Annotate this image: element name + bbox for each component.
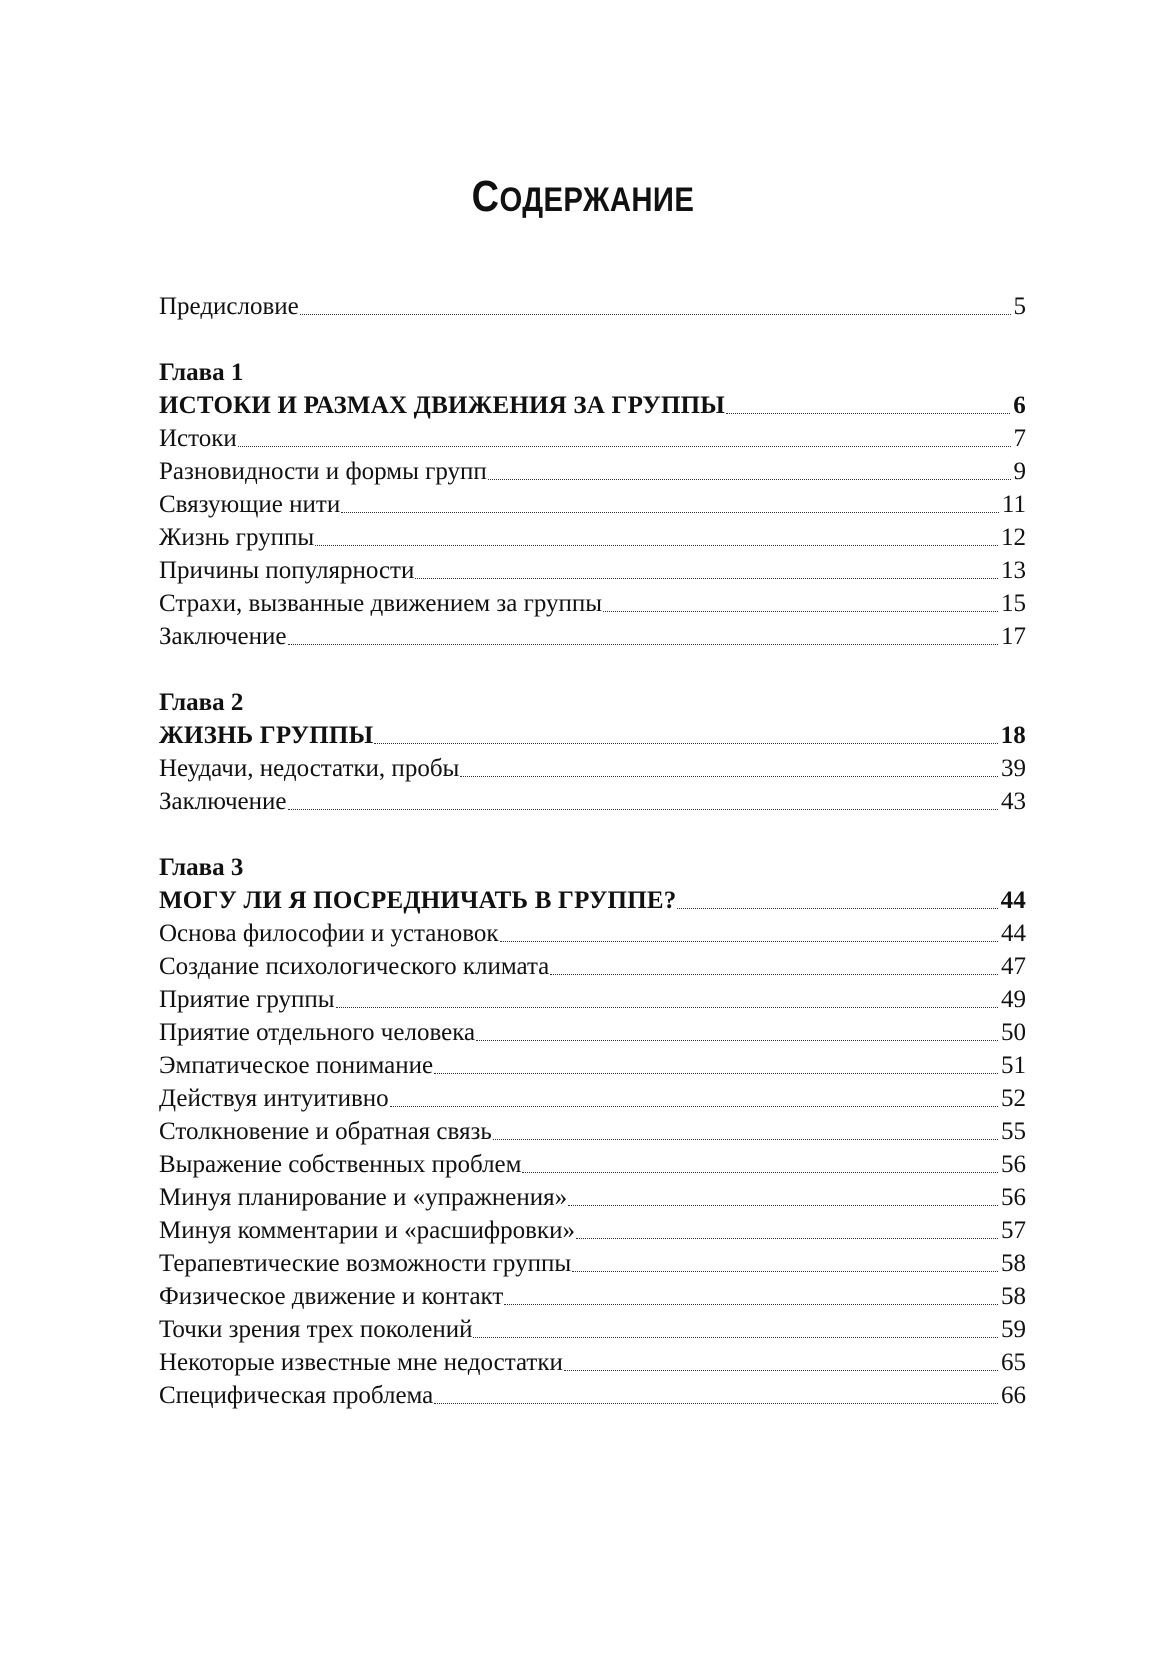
entry-label: ИСТОКИ И РАЗМАХ ДВИЖЕНИЯ ЗА ГРУППЫ [159, 392, 726, 419]
entry-label: Некоторые известные мне недостатки [159, 1349, 563, 1376]
dot-leader [504, 1303, 998, 1305]
page-number: 58 [1001, 1283, 1026, 1310]
entry-label: Заключение [159, 788, 287, 815]
dot-leader [488, 478, 1011, 480]
entry-label: Терапевтические возможности группы [159, 1250, 572, 1277]
page-number: 51 [1001, 1052, 1026, 1079]
toc-entry-section[interactable] [159, 1147, 1026, 1182]
toc-entry-chapter-title[interactable] [159, 883, 1026, 918]
page-number: 57 [1001, 1217, 1026, 1244]
dot-leader [500, 940, 998, 942]
entry-label: Физическое движение и контакт [159, 1283, 504, 1310]
page-number: 18 [1000, 722, 1026, 749]
chapter-label: Глава 1 [159, 359, 244, 386]
page-number: 56 [1001, 1151, 1026, 1178]
page-number: 12 [1001, 524, 1026, 551]
entry-label: Разновидности и формы групп [159, 458, 487, 485]
page-number: 13 [1001, 557, 1026, 584]
entry-label: Основа философии и установок [159, 920, 499, 947]
page-number: 5 [1013, 293, 1026, 320]
toc-entry-section[interactable] [159, 1246, 1026, 1281]
page-number: 44 [1000, 887, 1026, 914]
dot-leader [341, 511, 999, 513]
dot-leader [434, 1072, 998, 1074]
entry-label: Причины популярности [159, 557, 415, 584]
toc-entry-section[interactable] [159, 784, 1026, 819]
dot-leader [238, 445, 1011, 447]
dot-leader [476, 1039, 998, 1041]
toc-entry-preface[interactable] [159, 289, 1026, 324]
page-number: 59 [1001, 1316, 1026, 1343]
toc-entry-section[interactable] [159, 1345, 1026, 1380]
toc-entry-section[interactable] [159, 1081, 1026, 1116]
toc-entry-section[interactable] [159, 586, 1026, 621]
chapter-label: Глава 3 [159, 854, 244, 881]
page-number: 47 [1001, 953, 1026, 980]
page-number: 66 [1001, 1382, 1026, 1409]
toc-entry-section[interactable] [159, 487, 1026, 522]
entry-label: Приятие группы [159, 986, 335, 1013]
page-number: 50 [1001, 1019, 1026, 1046]
chapter-label: Глава 2 [159, 689, 244, 716]
dot-leader [603, 610, 998, 612]
dot-leader [434, 1402, 998, 1404]
dot-leader [564, 1369, 998, 1371]
page-number: 44 [1001, 920, 1026, 947]
dot-leader [493, 1138, 998, 1140]
toc-entry-section[interactable] [159, 421, 1026, 456]
page-number: 43 [1001, 788, 1026, 815]
dot-leader [726, 412, 1010, 414]
dot-leader [576, 1237, 998, 1239]
toc-entry-section[interactable] [159, 553, 1026, 588]
dot-leader [522, 1171, 998, 1173]
page-number: 56 [1001, 1184, 1026, 1211]
page-number: 52 [1001, 1085, 1026, 1112]
entry-label: Приятие отдельного человека [159, 1019, 476, 1046]
page-number: 17 [1001, 623, 1026, 650]
toc-entry-section[interactable] [159, 949, 1026, 984]
toc-entry-section[interactable] [159, 1114, 1026, 1149]
entry-label: Минуя планирование и «упражнения» [159, 1184, 568, 1211]
entry-label: МОГУ ЛИ Я ПОСРЕДНИЧАТЬ В ГРУППЕ? [159, 887, 677, 914]
page-number: 55 [1001, 1118, 1026, 1145]
page-number: 15 [1001, 590, 1026, 617]
entry-label: Заключение [159, 623, 287, 650]
page-number: 58 [1001, 1250, 1026, 1277]
toc-entry-section[interactable] [159, 751, 1026, 786]
entry-label: Истоки [159, 425, 237, 452]
toc-entry-section[interactable] [159, 454, 1026, 489]
entry-label: Эмпатическое понимание [159, 1052, 434, 1079]
toc-entry-section[interactable] [159, 619, 1026, 654]
entry-label: Точки зрения трех поколений [159, 1316, 473, 1343]
entry-label: Жизнь группы [159, 524, 315, 551]
dot-leader [568, 1204, 998, 1206]
page-number: 6 [1013, 392, 1026, 419]
entry-label: Выражение собственных проблем [159, 1151, 522, 1178]
entry-label: Страхи, вызванные движением за группы [159, 590, 603, 617]
dot-leader [374, 742, 997, 744]
toc-entry-section[interactable] [159, 1312, 1026, 1347]
dot-leader [677, 907, 997, 909]
dot-leader [460, 775, 998, 777]
entry-label: Связующие нити [159, 491, 341, 518]
toc-entry-section[interactable] [159, 520, 1026, 555]
dot-leader [336, 1006, 998, 1008]
toc-entry-section[interactable] [159, 1180, 1026, 1215]
page-number: 9 [1013, 458, 1026, 485]
page-number: 49 [1001, 986, 1026, 1013]
toc-entry-section[interactable] [159, 1015, 1026, 1050]
page-number: 65 [1001, 1349, 1026, 1376]
toc-entry-section[interactable] [159, 916, 1026, 951]
page-number: 11 [1001, 491, 1026, 518]
toc-entry-section[interactable] [159, 1213, 1026, 1248]
entry-label: Минуя комментарии и «расшифровки» [159, 1217, 575, 1244]
dot-leader [390, 1105, 998, 1107]
dot-leader [300, 313, 1011, 315]
entry-label: ЖИЗНЬ ГРУППЫ [159, 722, 374, 749]
dot-leader [415, 577, 998, 579]
page-number: 7 [1013, 425, 1026, 452]
toc-entry-section[interactable] [159, 1279, 1026, 1314]
entry-label: Неудачи, недостатки, пробы [159, 755, 460, 782]
toc-entry-section[interactable] [159, 1048, 1026, 1083]
page-number: 39 [1001, 755, 1026, 782]
toc-entry-section[interactable] [159, 1378, 1026, 1413]
page-title: СОДЕРЖАНИЕ [471, 172, 695, 221]
dot-leader [550, 973, 998, 975]
dot-leader [572, 1270, 998, 1272]
dot-leader [288, 643, 999, 645]
entry-label: Предисловие [159, 293, 299, 320]
toc-entry-chapter-title[interactable] [159, 718, 1026, 753]
entry-label: Специфическая проблема [159, 1382, 434, 1409]
dot-leader [473, 1336, 998, 1338]
entry-label: Столкновение и обратная связь [159, 1118, 492, 1145]
toc-entry-chapter-title[interactable] [159, 388, 1026, 423]
dot-leader [288, 808, 999, 810]
entry-label: Действуя интуитивно [159, 1085, 389, 1112]
entry-label: Создание психологического климата [159, 953, 550, 980]
toc-entry-section[interactable] [159, 982, 1026, 1017]
dot-leader [315, 544, 998, 546]
